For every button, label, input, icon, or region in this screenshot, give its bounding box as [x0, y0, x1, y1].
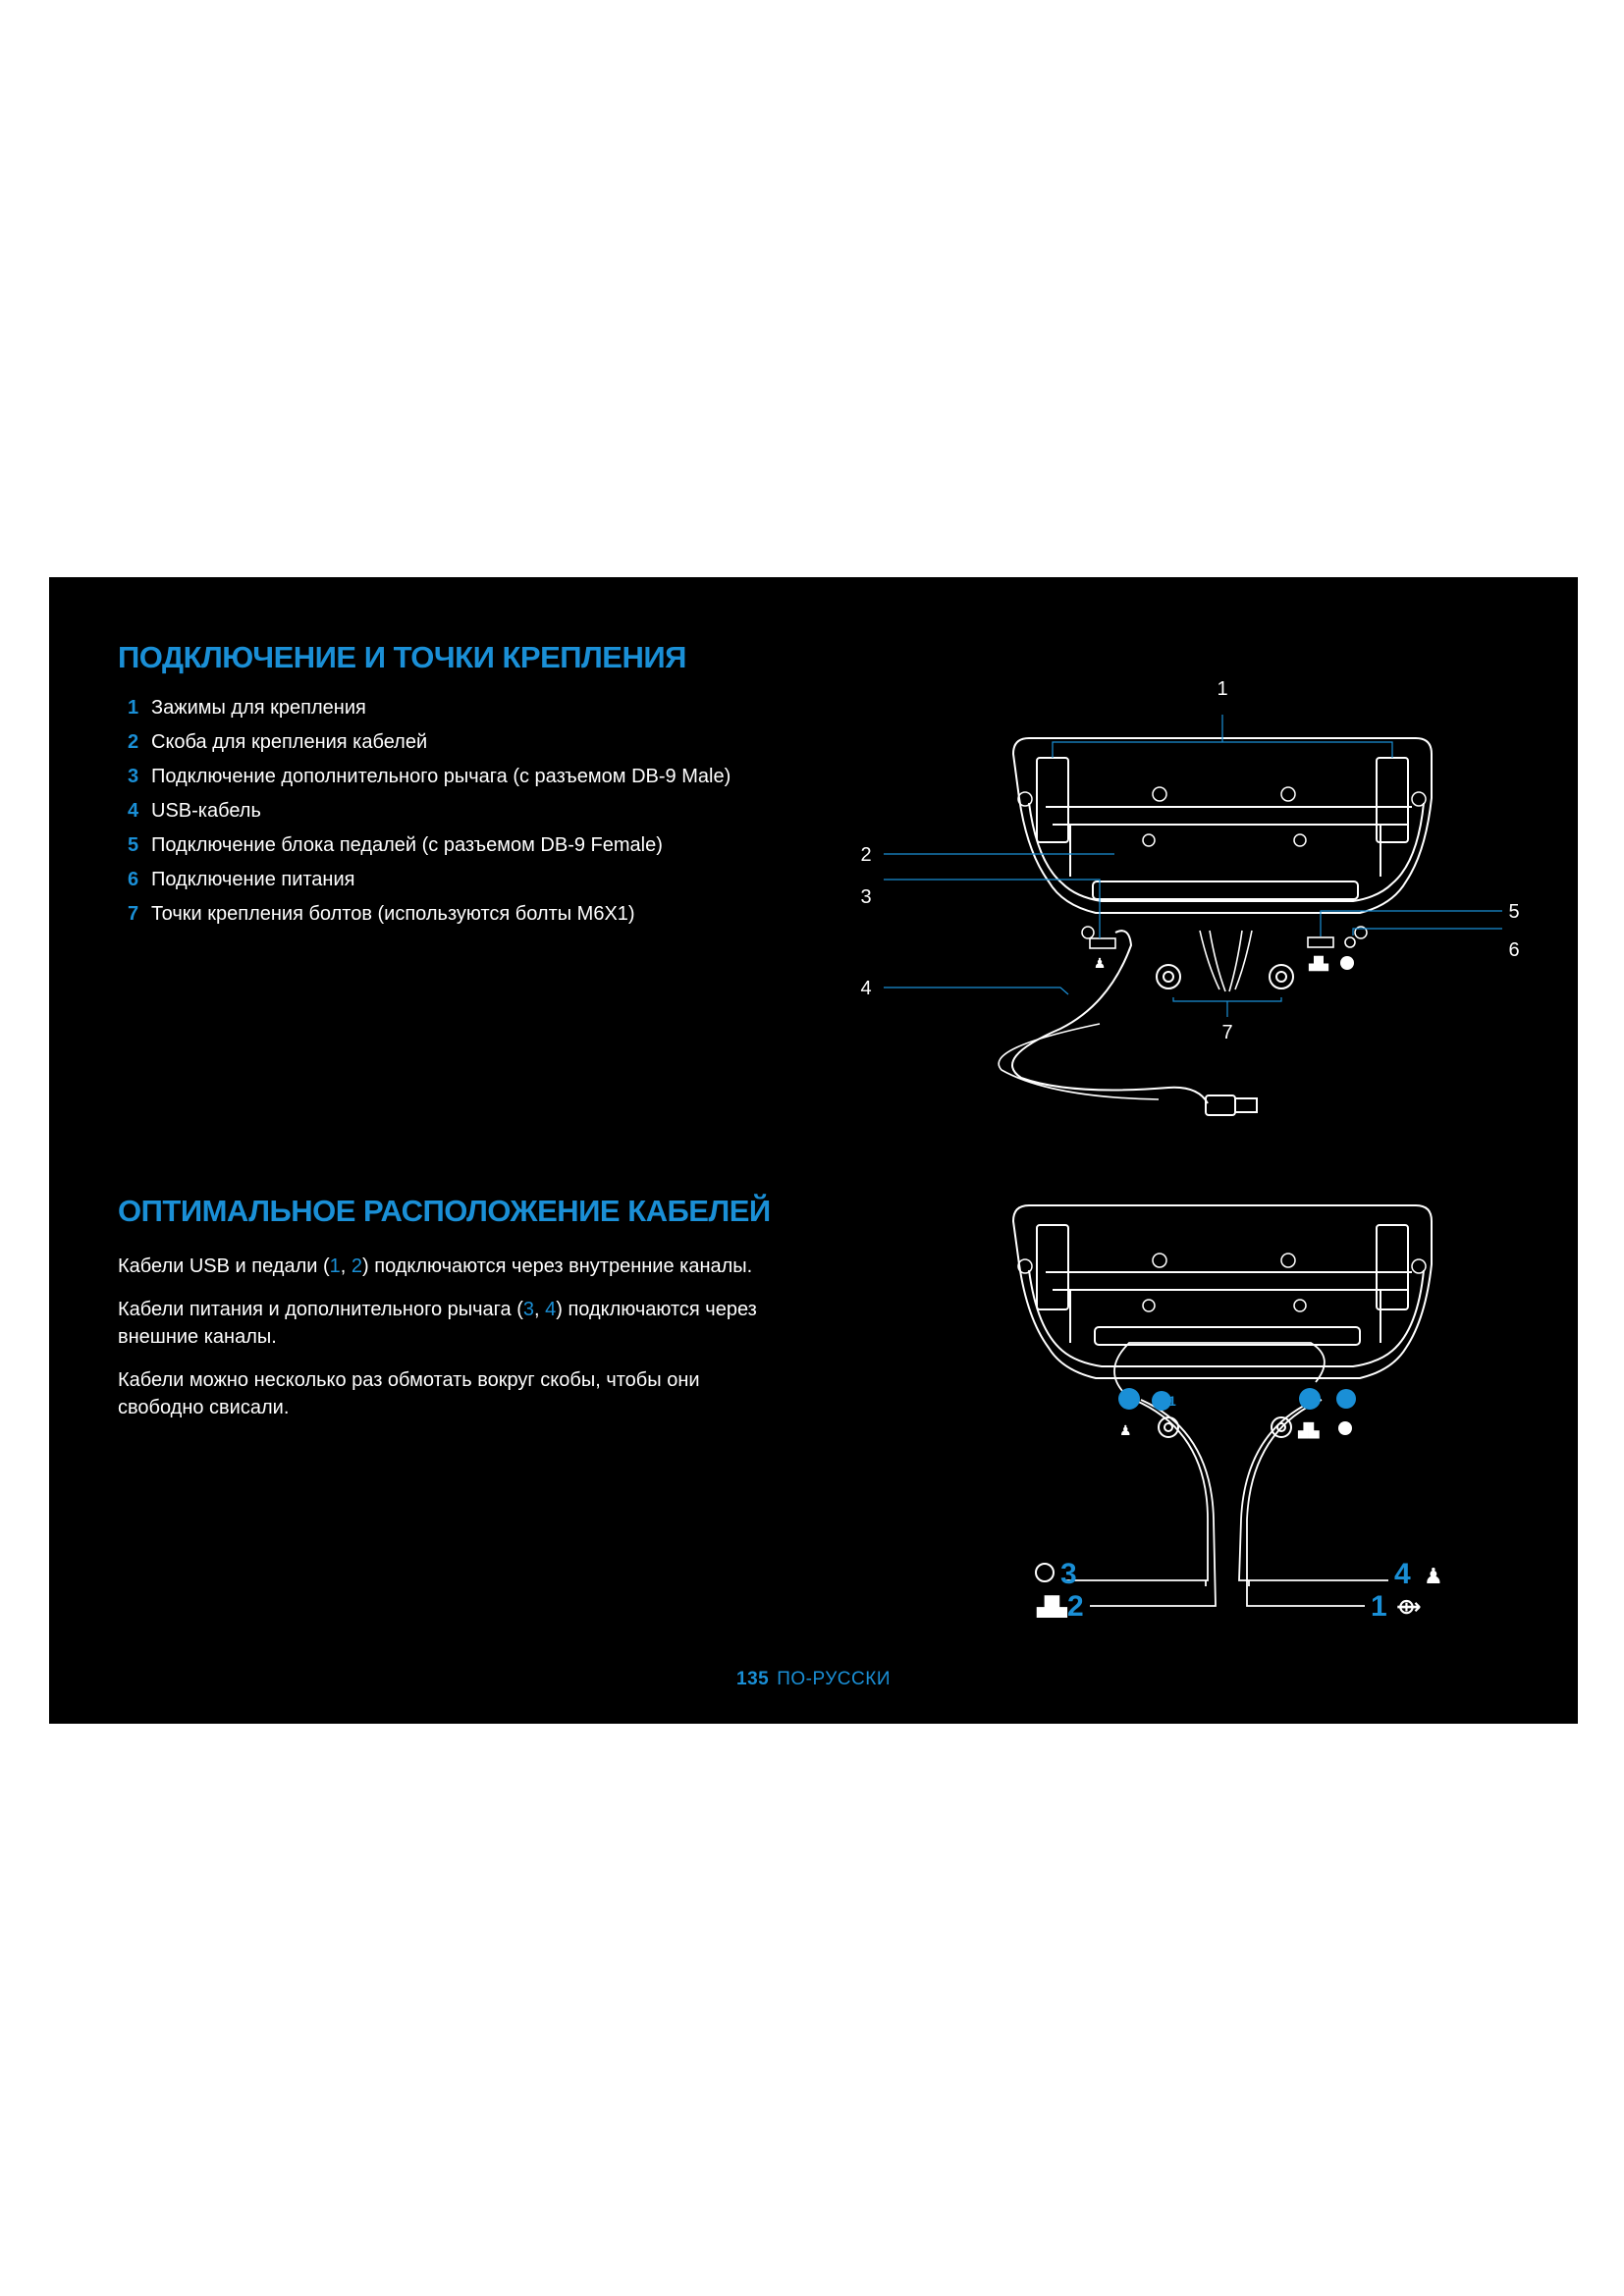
callout-6: 6 — [1508, 939, 1520, 961]
list-item — [128, 834, 731, 869]
pedals-port — [1308, 937, 1333, 947]
list-item-text: Подключение дополнительного рычага (с разъемом DB-9 Male) — [151, 766, 731, 787]
list-item-text: USB-кабель — [151, 800, 261, 822]
callout-5: 5 — [1508, 901, 1520, 923]
list-item-text: Точки крепления болтов (используются болты M6X1) — [151, 903, 635, 925]
usb-end-icon: ⟴ — [1396, 1594, 1422, 1618]
page-number: 135 — [736, 1669, 770, 1689]
usb-cable — [1012, 931, 1208, 1103]
list-item-text: Зажимы для крепления — [151, 697, 366, 719]
callout-1: 1 — [1217, 678, 1228, 700]
callout-4: 4 — [860, 978, 872, 999]
pedals-icon: ▟▙ — [1309, 956, 1328, 971]
cable-routing-diagram — [972, 1196, 1522, 1618]
pedals-icon-2: ▟▙ — [1298, 1422, 1320, 1438]
paragraph-inner-text-2: ) подключаются через внутренние каналы. — [362, 1255, 753, 1277]
shifter-icon: ♟ — [1093, 955, 1107, 971]
callout-3: 3 — [860, 886, 872, 908]
page-language: ПО-РУССКИ — [777, 1669, 891, 1689]
list-item-number: 7 — [128, 903, 139, 925]
manual-panel — [49, 577, 1578, 1724]
section1-title: ПОДКЛЮЧЕНИЕ И ТОЧКИ КРЕПЛЕНИЯ — [118, 640, 686, 674]
power-end-icon — [1036, 1564, 1054, 1581]
power-port — [1345, 937, 1355, 947]
ref-pedals: 2 — [351, 1255, 363, 1277]
ref-shifter: 4 — [545, 1299, 557, 1320]
shifter-connector — [1118, 1388, 1140, 1410]
list-item-text: Скоба для крепления кабелей — [151, 731, 428, 753]
list-item — [128, 697, 731, 731]
screw-holes — [1018, 787, 1426, 938]
power-icon — [1340, 956, 1354, 970]
callout-lines — [884, 715, 1502, 1017]
usb-plug — [1206, 1095, 1257, 1115]
section2-title: ОПТИМАЛЬНОЕ РАСПОЛОЖЕНИЕ КАБЕЛЕЙ — [118, 1194, 771, 1228]
base-outline-2 — [1013, 1205, 1432, 1378]
cable-bracket — [1093, 881, 1358, 899]
list-item — [128, 800, 731, 834]
bolt-points-2 — [1159, 1417, 1291, 1437]
list-item-number: 2 — [128, 731, 139, 753]
screw-holes-2 — [1018, 1254, 1426, 1311]
ref-usb: 1 — [329, 1255, 341, 1277]
base-outline — [1013, 738, 1432, 913]
shifter-icon-2: ♟ — [1119, 1422, 1132, 1438]
routing-label-pedals: 2 — [1067, 1590, 1084, 1618]
ref-power: 3 — [522, 1299, 534, 1320]
power-icon-2 — [1338, 1421, 1352, 1435]
mount-clamp-left — [1037, 758, 1068, 842]
connections-list — [128, 697, 731, 937]
paragraph-inner-channels — [118, 1253, 805, 1280]
shifter-port — [1090, 938, 1115, 948]
paragraph-outer-text-2: ) подключаются через внешние каналы. — [118, 1299, 757, 1348]
port-icons-2 — [1119, 1421, 1352, 1439]
page-footer — [49, 1669, 1578, 1690]
inner-usb-label: 1 — [1168, 1393, 1176, 1409]
routing-label-usb: 1 — [1371, 1590, 1387, 1618]
routing-label-power: 3 — [1060, 1558, 1077, 1590]
ports — [1090, 937, 1355, 972]
list-item-number: 5 — [128, 834, 139, 856]
pedals-connector — [1299, 1388, 1321, 1410]
shifter-end-icon: ♟ — [1424, 1564, 1443, 1588]
paragraph-inner-sep: , — [340, 1255, 352, 1277]
paragraph-wrap-cables: Кабели можно несколько раз обмотать вокруг скобы, чтобы они свободно свисали. — [118, 1369, 700, 1418]
list-item — [128, 869, 731, 903]
list-item-number: 6 — [128, 869, 139, 890]
connections-diagram — [835, 626, 1542, 1156]
list-item-number: 4 — [128, 800, 139, 822]
paragraph-outer-channels — [118, 1296, 805, 1351]
list-item-number: 1 — [128, 697, 139, 719]
mount-clamp-left-2 — [1037, 1225, 1068, 1309]
paragraph-outer-sep: , — [534, 1299, 546, 1320]
paragraph-outer-text-1: Кабели питания и дополнительного рычага ( — [118, 1299, 523, 1320]
routing-label-shifter: 4 — [1394, 1558, 1411, 1590]
list-item-number: 3 — [128, 766, 139, 787]
list-item-text: Подключение питания — [151, 869, 355, 890]
pedals-end-icon: ▟▙ — [1037, 1597, 1067, 1618]
bolt-points — [1157, 965, 1293, 988]
routed-cables — [1066, 1343, 1388, 1606]
callout-7: 7 — [1221, 1022, 1233, 1043]
callout-2: 2 — [860, 844, 872, 866]
list-item — [128, 903, 731, 937]
list-item — [128, 766, 731, 800]
paragraph-inner-text-1: Кабели USB и педали ( — [118, 1255, 330, 1277]
cable-channels — [1200, 931, 1252, 991]
list-item — [128, 731, 731, 766]
list-item-text: Подключение блока педалей (с разъемом DB-9 Female) — [151, 834, 663, 856]
power-connector — [1336, 1389, 1356, 1409]
